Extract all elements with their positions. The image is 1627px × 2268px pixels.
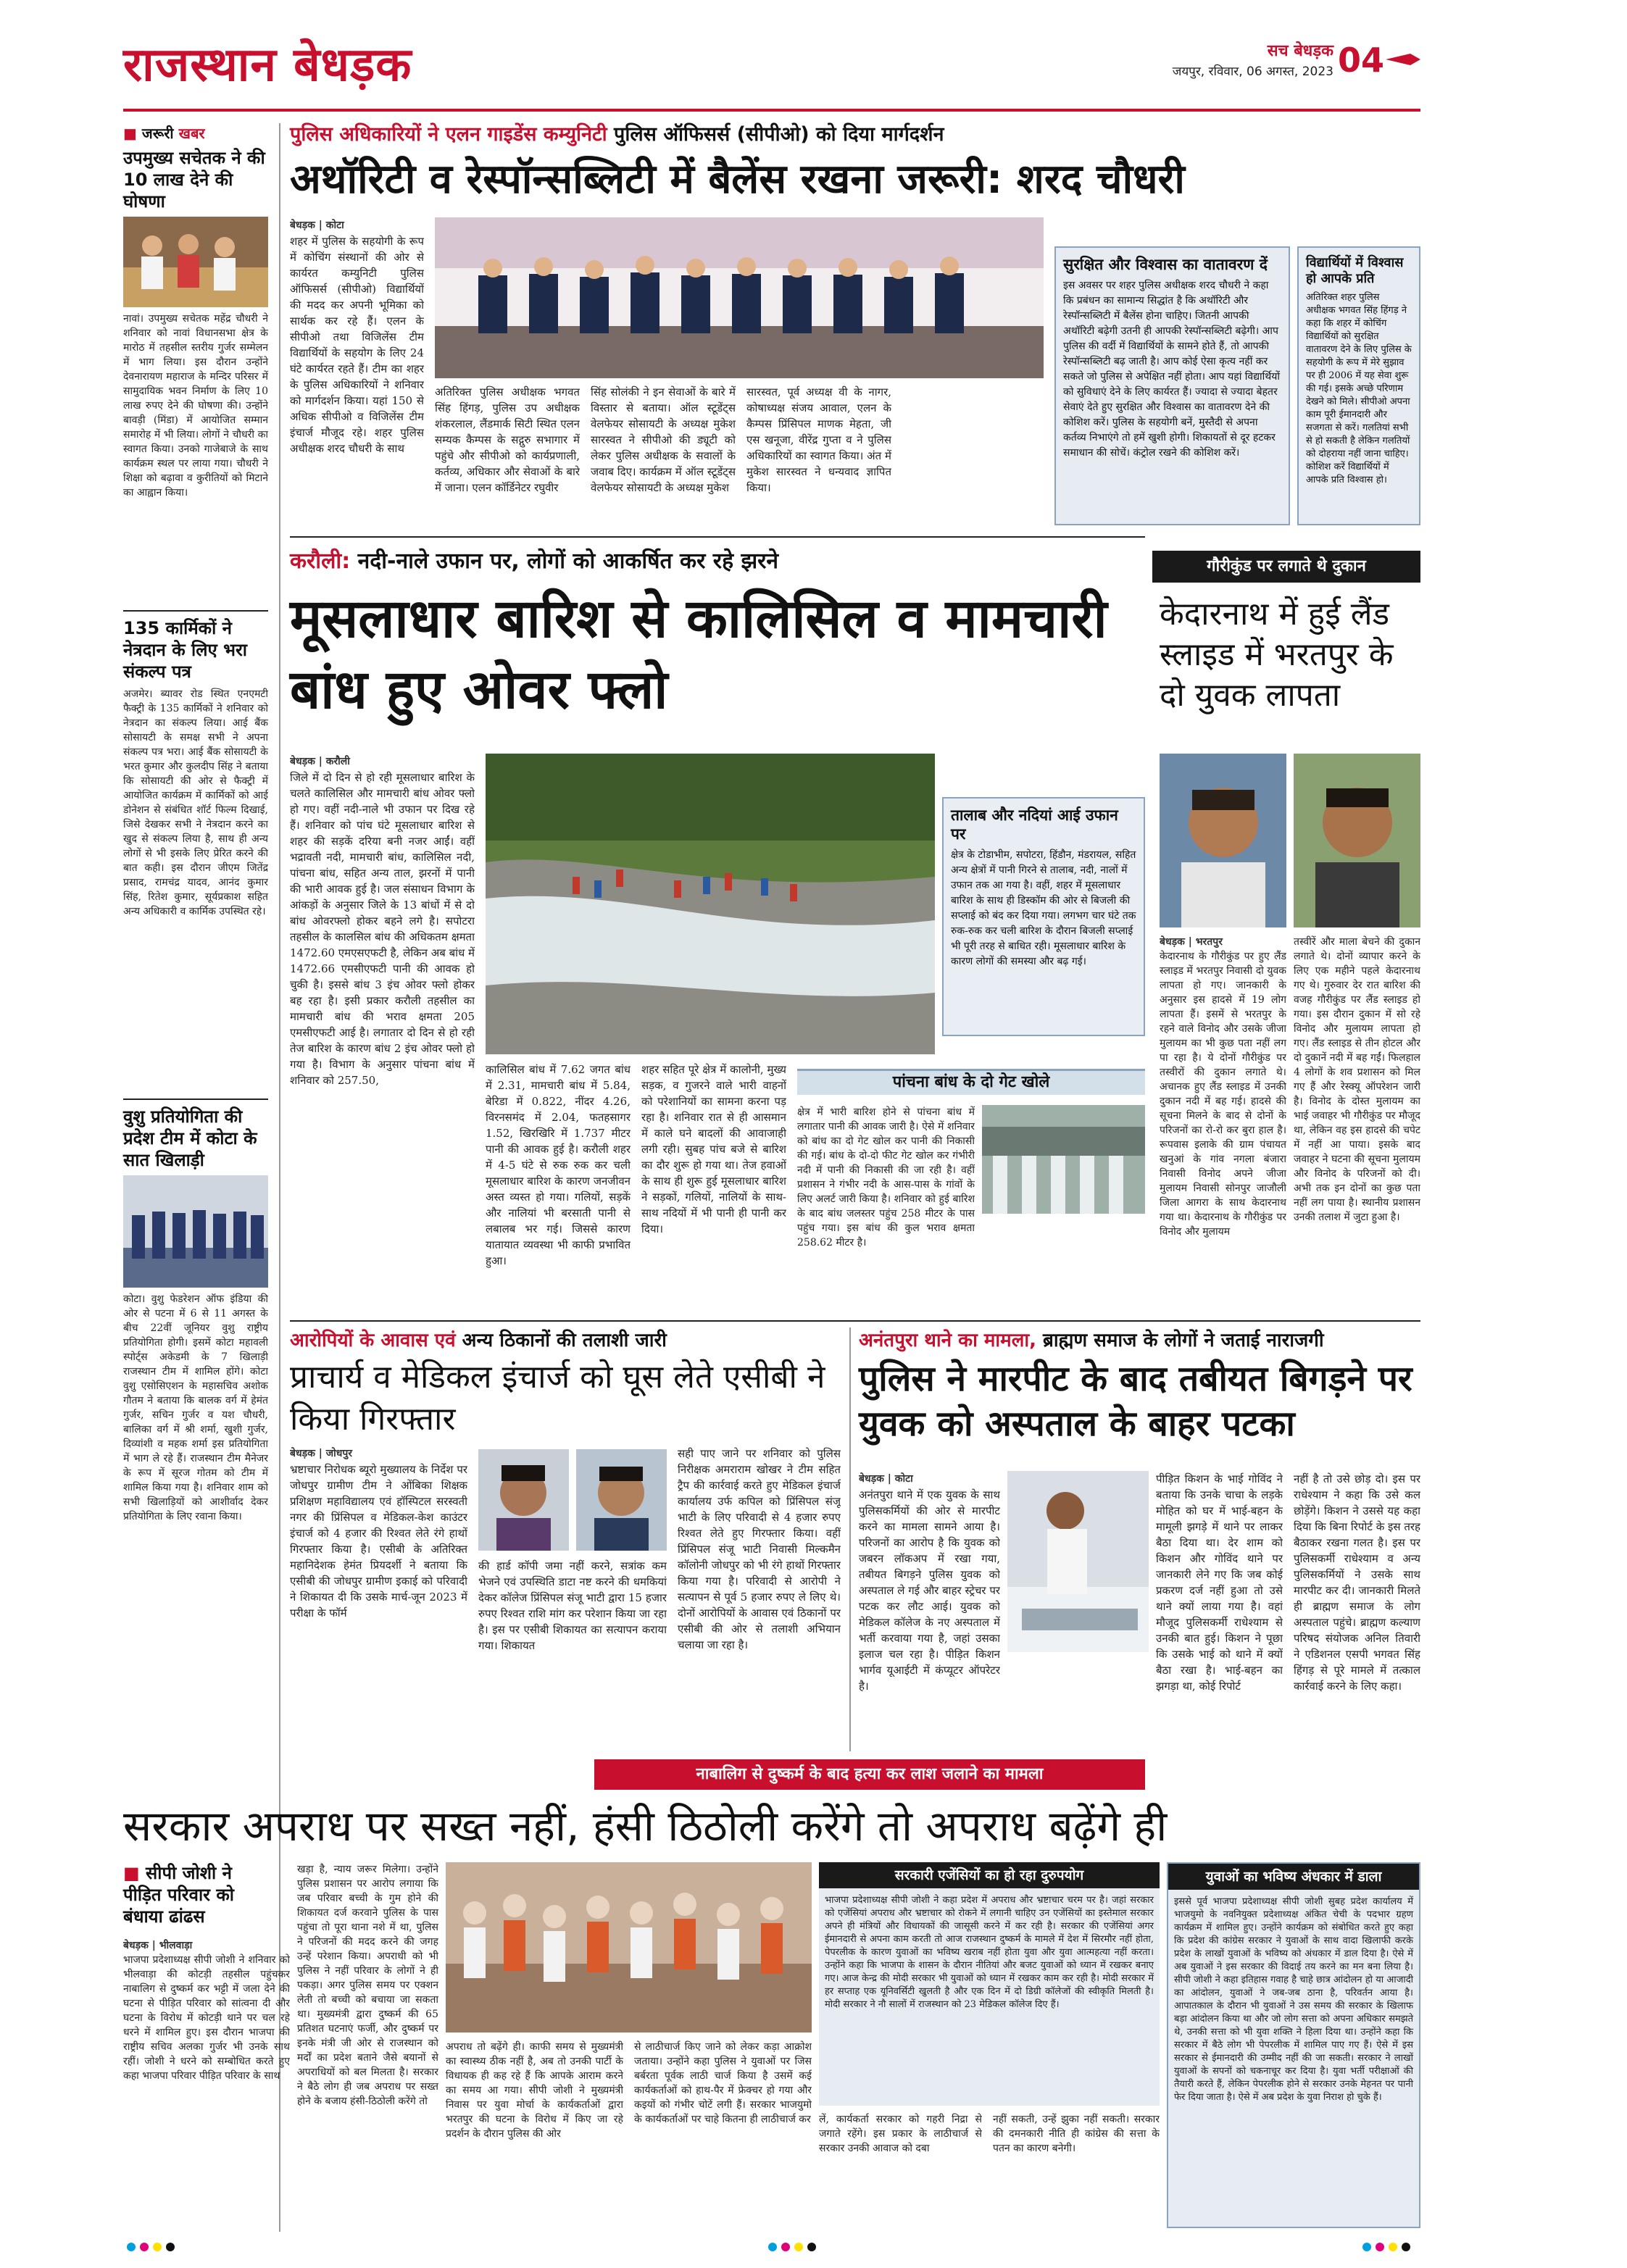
story3-col2: तस्वीरें और माला बेचने की दुकान लगाते थे। दोनों व्यापार करने के लिए एक महीने पहले केदारनाथ गए थे। गुरुवार देर रात बारिश की वजह गौरीकुंड पर लैंड स्लाइड हो गया। इस दौरान दुकान में सो रहे विनोद और मुलायम लापता हो गए। लैंड स्लाइड से तीन होटल और दो दुकानें नदी में बह गईं। फिलहाल 4 लोगों के शव प्रशासन को मिल गए हैं और रेस्क्यू ऑपरेशन जारी है। विनोद के दोस्त मुलायम का भाई जवाहर भी गौरीकुंड पर मौजूद था, लेकिन वह इस हादसे की चपेट में नहीं आ पाया। इसके बाद जवाहर ने घटना की सूचना मुलायम और विनोद के परिजनों को दी। अभी तक इन दोनों का कुछ पता नहीं लग पाया है। स्थानीय प्रशासन उनकी तलाश में जुटा हुआ है। [1294,936,1420,1223]
story1-kicker [290,122,1420,148]
dam-photo-image [982,1105,1145,1214]
story2-box-body: क्षेत्र के टोडाभीम, सपोटरा, हिंडौन, मंडरायल, सहित अन्य क्षेत्रों में पानी गिरने से तालाब, नदी, नालों में उफान तक आ गया है। वहीं, शहर में मूसलाधार बारिश के साथ ही डिस्कॉम की ओर से बिजली की सप्लाई को बंद कर दिया गया। लगभग चार घंटे तक रुक-रुक कर चली बारिश के दौरान बिजली सप्लाई भी पूरी तरह से बाधित रही। मूसलाधार बारिश के कारण लोगों की समस्या और बढ़ गई। [951,849,1136,967]
color-registration-left [127,2240,179,2254]
story4-col1 [290,1446,467,1750]
story6-bullet: ■ [123,1863,146,1883]
story6-col4: से लाठीचार्ज किए जाने को लेकर कड़ा आक्रोश जताया। उन्होंने कहा पुलिस ने युवाओं पर जिस बर्बरता पूर्वक लाठी चार्ज किया है उसमें कई कार्यकर्ताओं को हाथ-पैर में फ्रेक्चर हो गया और कइयों को गंभीर चोटें लगी हैं। सरकार भाजयुमो के कार्यकर्ताओं पर चाहे कितना ही लाठीचार्ज कर [634,2041,812,2125]
story4-separator [849,1327,851,1751]
story6-box2-title-band [1168,1864,1419,1890]
group-photo-image [123,217,268,307]
story2-col1 [290,754,475,1312]
tagline: सच बेधड़क [1267,42,1333,60]
sidebar-story3-body: कोटा। वुशु फेडरेशन ऑफ इंडिया की ओर से पटना में 6 से 11 अगस्त के बीच 22वीं जूनियर वुशु राष्ट्रीय प्रतियोगिता होगी। इसमें कोटा महावली स्पोर्ट्स अकेडमी के 7 खिलाड़ी राजस्थान टीम में शामिल होंगे। कोटा वुशु एसोसिएशन के महासचिव अशोक गौतम ने बताया कि बालक वर्ग में हेमंत गुर्जर, सचिन गुर्जर व यश चौधरी, बालिका वर्ग में श्री शर्मा, खुशी गुर्जर, दिव्यांशी व महक शर्मा इस प्रतियोगिता में भाग ले रहे हैं। राजस्थान टीम मैनेजर के रूप में सूरज गोतम को टीम में शामिल किया गया है। शनिवार शाम को सभी खिलाड़ियों को आशीर्वाद देकर प्रतियोगिता के लिए रवाना किया। [123,1293,268,1522]
story2-dam-photo [982,1105,1145,1214]
story2-headline: मूसलाधार बारिश से कालिसिल व मामचारी बांध हुए ओवर फ्लो [290,588,1107,721]
black-dot [166,2243,175,2251]
story5-kicker-red: अनंतपुरा थाने का मामला, [859,1330,1036,1351]
story6-box1-title-band [819,1862,1160,1888]
stage-photo-image [435,217,1044,378]
crowd-photo-image [446,1862,812,2033]
masthead-rule [123,109,1420,112]
team-photo-image [123,1175,268,1288]
story6-col1 [123,1938,290,2228]
story1-col1 [290,217,424,514]
story4-kicker-rest: अन्य ठिकानों की तलाशी जारी [462,1330,667,1351]
sidebar-label-b: खबर [178,125,205,142]
story5-col1-text: अनंतपुरा थाने में एक युवक के साथ पुलिसकर्मियों की ओर से मारपीट करने का मामला सामने आया है। परिजनों का आरोप है कि युवक को जबरन लॉकअप में रखा गया, तबीयत बिगड़ने पुलिस युवक को अस्पताल ले गई और बाहर स्ट्रेचर पर पटक कर लौट आई। युवक को मेडिकल कॉलेज के नए अस्पताल में भर्ती करवाया गया है, जहां उसका इलाज चल रहा है। पीड़ित किशन भार्गव यूआईटी में कंप्यूटर ऑपरेटर है। [859,1488,1000,1693]
story6-box1-body: भाजपा प्रदेशाध्यक्ष सीपी जोशी ने कहा प्रदेश में अपराध और भ्रष्टाचार चरम पर है। जहां सरकार को एजेंसियां अपराध और भ्रष्टाचार को रोकने में लगानी चाहिए उन एजेंसियों का इस्तेमाल सरकार अपने ही मंत्रियों और विधायकों की जासूसी करने में कर रही है। सरकार की एजेंसियां अगर ईमानदारी से अपना काम करती तो आज राजस्थान दुष्कर्म के मामले में देश में सिरमौर नहीं होता, पेपरलीक के कारण युवाओं का भविष्य खराब नहीं होता युवा और युवा आत्महत्या नहीं करता। उन्होंने कहा कि भाजपा के शासन के दौरान नीतियां और बजट युवाओं को ध्यान में रखकर बनाए गए। आज केन्द्र की मोदी सरकार भी युवाओं को ध्यान में रखकर काम कर रही है। मोदी सरकार में हर सप्ताह एक यूनिवर्सिटी खुलती है और एक दिन में दो डिग्री कॉलेजों की स्वीकृति मिलती है। मोदी सरकार ने नौ सालों में राजस्थान को 23 मेडिकल कॉलेज दिए हैं। [819,1888,1160,2106]
missing-person-1-image [1160,754,1286,927]
story6-col1-text: भाजपा प्रदेशाध्यक्ष सीपी जोशी ने शनिवार को भीलवाड़ा की कोटड़ी तहसील पहुंचकर नाबालिग से दुष्कर्म कर भट्टी में जला देने की घटना से पीड़ित परिवार को सांत्वना दी और घटना के विरोध में कोटड़ी थाने पर चल रहे धरने में शामिल हुए। इस दौरान भाजपा की राष्ट्रीय सचिव अलका गुर्जर भी उनके साथ रहीं। जोशी ने धरने को सम्बोधित करते हुए कहा भाजपा परिवार पीड़ित परिवार के साथ [123,1954,290,2082]
story1-photo [435,217,1044,378]
story6-side-head [123,1862,268,1927]
story1-col1-text: शहर में पुलिस के सहयोगी के रूप में कोचिंग संस्थानों की ओर से कार्यरत कम्युनिटी पुलिस ऑफिसर्स (सीपीओ) विद्यार्थियों की मदद कर अपनी भूमिका को सार्थक कर रहे हैं। एलन के सीपीओ तथा विजिलेंस टीम विद्यार्थियों के सहयोग के लिए 24 घंटे कार्यरत रहते हैं। टीम का शहर के पुलिस अधिकारियों ने शनिवार को मार्गदर्शन किया। यहां 150 से अधिक सीपीओ व विजिलेंस टीम इंचार्ज मौजूद रहे। शहर पुलिस अधीक्षक शरद चौधरी के साथ [290,235,424,455]
sidebar-divider-1 [123,610,268,612]
story1-box1 [1054,246,1290,525]
sidebar-story2-head: 135 कार्मिकों ने नेत्रदान के लिए भरा संकल्प पत्र [123,618,248,682]
story1-byline: बेधड़क | कोटा [290,220,344,231]
story2-sub-body: क्षेत्र में भारी बारिश होने से पांचना बांध में लगातार पानी की आवक जारी है। ऐसे में शनिवार को बांध का दो गेट खोल कर पानी की निकासी की गई। बांध के दो-दो फीट गेट खोल कर गंभीरी नदी में पानी की निकासी की जा रही है। वहीं प्रशासन ने गंभीर नदी के आस-पास के गांवों के लिए अलर्ट जारी किया है। शनिवार को हुई बारिश के बाद बांध जलस्तर पहुंच 258 मीटर के पास पहुंच गया। इस बांध की कुल भराव क्षमता 258.62 मीटर है। [797,1106,975,1248]
story3-col1 [1160,935,1286,1312]
story6-byline: बेधड़क | भीलवाड़ा [123,1940,193,1951]
story4-kicker [290,1327,841,1354]
story6-box1 [819,1862,1160,2228]
dateline: जयपुर, रविवार, 06 अगस्त, 2023 [1172,64,1333,79]
story5-col3: नहीं है तो उसे छोड़ दो। इस पर राधेश्याम ने कहा कि उसे कल छोड़ेंगे। किशन ने उससे यह कहा दिया कि बिना रिपोर्ट के इस तरह बैठाकर रखना गलत है। इस पर पुलिसकर्मी राधेश्याम व अन्य पुलिसकर्मियों ने उसके साथ मारपीट कर दी। जानकारी मिलते ही ब्राह्मण समाज के लोग अस्पताल पहुंचे। ब्राह्मण कल्याण परिषद संयोजक अनिल तिवारी ने एडिशनल एसपी भगवत सिंह हिंगड़ से पूरे मामले में तत्काल कार्रवाई करने के लिए कहा। [1294,1472,1420,1693]
sidebar-story2-body: अजमेर। ब्यावर रोड स्थित एनएमटी फैक्ट्री के 135 कार्मिकों ने शनिवार को नेत्रदान का संकल्प लिया। आई बैंक सोसायटी के समक्ष सभी ने अपना संकल्प पत्र भरा। आई बैंक सोसायटी के भरत कुमार और कुलदीप सिंह ने बताया कि सोसायटी की ओर से फैक्ट्री में आयोजित कार्यक्रम में कार्मिकों को आई डोनेशन से संबंधित शॉर्ट फिल्म दिखाई, जिसे देखकर सभी ने नेत्रदान करने का खुद से संकल्प लिया है, साथ ही अन्य लोगों से भी इसके लिए प्रेरित करने की बात कही। इस दौरान जीएम जितेंद्र प्रसाद, रामचंद्र यादव, आनंद कुमार सिंह, रितेश कुमार, सूर्यप्रकाश सहित अन्य अधिकारी व कार्मिक उपस्थित रहे। [123,688,268,917]
yellow-dot [153,2243,162,2251]
story5-byline: बेधड़क | कोटा [859,1473,913,1485]
story2-col1-text: जिले में दो दिन से हो रही मूसलाधार बारिश के चलते कालिसिल और मामचारी बांध ओवर फ्लो हो गए। वहीं नदी-नाले भी उफान पर दिख रहे हैं। शनिवार को पांच घंटे मूसलाधार बारिश से शहर की सड़कें दरिया बनी नजर आईं। वहीं भद्रावती नदी, मामचारी बांध, कालिसिल नदी, पांचना बांध, सहित अन्य ताल, झरनों में पानी की भारी आवक हुई है। जल संसाधन विभाग के आंकड़ों के अनुसार जिले के 13 बांधों में से दो बांध ओवरफ्लो होकर बहने लगे है। सपोटरा तहसील के कालसिल बांध की अधिकतम क्षमता 1472.60 एमएसएफटी है, लेकिन अब बांध में 1472.66 एमसीएफटी पानी की आवक हो चुकी है। इससे बांध 3 इंच ओवर फ्लो होकर बह रहा है। इसी प्रकार करौली तहसील का मामचारी बांध की भराव क्षमता 205 एमसीएफटी आई है। लगातार दो दिन से हो रही तेज बारिश के कारण बांध 2 इंच ओवर फ्लो हो गया है। विभाग के अनुसार पांचना बांध में शनिवार को 257.50, [290,771,475,1087]
accused-woman-image [478,1449,569,1551]
story3-photo2 [1294,754,1420,927]
story6-side-head-text: सीपी जोशी ने पीड़ित परिवार को बंधाया ढांढस [123,1863,234,1927]
story6-headline: सरकार अपराध पर सख्त नहीं, हंसी ठिठोली करेंगे तो अपराध बढ़ेंगे ही [123,1801,1168,1851]
story2-subhead-band [797,1069,1145,1095]
yellow-dot [1389,2243,1397,2251]
black-dot [807,2243,816,2251]
magenta-dot [1376,2243,1384,2251]
sidebar-story3-photo [123,1175,268,1288]
story6-box2-body: इससे पूर्व भाजपा प्रदेशाध्यक्ष सीपी जोशी सुबह प्रदेश कार्यालय में भाजयुमो के नवनियुक्त प्रदेशाध्यक्ष अंकित चेची के पदभार ग्रहण कार्यक्रम में शामिल हुए। उन्होंने कार्यक्रम को संबोधित करते हुए कहा कि प्रदेश की कांग्रेस सरकार ने युवाओं के साथ वादा खिलाफी करके प्रदेश के लाखों युवाओं के भविष्य को अंधकार में डाल दिया है। ऐसे में अब युवाओं ने इस सरकार की विदाई तय करने का मन बना लिया है। सीपी जोशी ने कहा इतिहास गवाह है चाहे छात्र आंदोलन हो या आजादी का आंदोलन, युवाओं ने जब-जब ठाना है, परिवर्तन आया है। आपातकाल के दौरान भी युवाओं ने उस समय की सरकार के खिलाफ बड़ा आंदोलन किया था और जो लोग सत्ता को अपना अधिकार समझते थे, उनकी सत्ता को भी युवा शक्ति ने हिला दिया था। उन्होंने कहा कि सरकार में बैठे लोग भी पेपरलीक में शामिल पाए गए हैं। ऐसे में इस सरकार से ईमानदारी की उम्मीद नहीं की जा सकती। सरकार ने लाखों युवाओं के सपनों को चकनाचूर कर दिया है। युवा भर्ती परीक्षाओं की तैयारी करते हैं, लेकिन पेपरलीक होने से सरकार उनके मेहनत पर पानी फेर दिया जाता है। ऐसे में अब प्रदेश के युवा निराश हो चुके हैं। [1174,1896,1413,2103]
story2-kicker-red: करौली: [290,549,351,574]
story1-divider [290,536,1145,538]
story2-col3: शहर सहित पूरे क्षेत्र में कालोनी, मुख्य सड़क, व गुजरने वाले भारी वाहनों को परेशानियों का सामना करना पड़ रहा है। शनिवार रात से ही आसमान में काले घने बादलों की आवाजाही लगी रही। सुबह पांच बजे से बारिश का दौर शुरू हो गया था। तेज हवाओं के साथ ही शुरू हुई मूसलाधार बारिश ने सड़कों, गलियों, नालियों के साथ-साथ नदियों में भी पानी ही पानी कर दिया। [641,1063,786,1235]
story3-headline: केदारनाथ में हुई लैंड स्लाइड में भरतपुर के दो युवक लापता [1160,596,1394,714]
story1-box1-title: सुरक्षित और विश्वास का वातावरण दें [1063,256,1268,273]
story5-col2: पीड़ित किशन के भाई गोविंद ने बताया कि उनके चाचा के लड़के मोहित को घर में भाई-बहन के मामूली झगड़े में थाने पर लाकर बैठा दिया था। देर शाम को किशन और गोविंद थाने पर जानकारी लेने गए कि जब कोई प्रकरण दर्ज नहीं हुआ तो उसे थाने क्यों लाया गया है। वहां मौजूद पुलिसकर्मी राधेश्याम से उनकी बात हुई। किशन ने पूछा कि उसके भाई को थाने में क्यों बैठा रखा है। भाई-बहन का झगड़ा था, कोई रिपोर्ट [1156,1472,1283,1693]
story5-col1 [859,1471,1000,1750]
story4-headline: प्राचार्य व मेडिकल इंचार्ज को घूस लेते एसीबी ने किया गिरफ्तार [290,1359,825,1438]
story1-kicker-red: पुलिस अधिकारियों ने एलन गाइडेंस कम्युनिटी [290,123,607,146]
color-registration-center [768,2240,820,2254]
story3-photo1 [1160,754,1286,927]
newspaper-title: राजस्थान बेधड़क [123,38,412,92]
sidebar-story3-head: वुशु प्रतियोगिता की प्रदेश टीम में कोटा के सात खिलाड़ी [123,1106,257,1170]
story1-col3: सिंह सोलंकी ने इन सेवाओं के बारे में विस्तार से बताया। ऑल स्टूडेंट्स वेलफेयर सोसायटी के अध्यक्ष मुकेश सारस्वत ने सीपीओ की ड्यूटी को लेकर पुलिस अधीक्षक के सवालों के जवाब दिए। कार्यक्रम में ऑल स्टूडेंट्स वेलफेयर सोसायटी के अध्यक्ष मुकेश [591,385,736,494]
story6-box1-title: सरकारी एजेंसियों का हो रहा दुरुपयोग [894,1867,1084,1883]
story1-col4: सारस्वत, पूर्व अध्यक्ष वी के नागर, कोषाध्यक्ष संजय आवाल, एलन के कैम्पस प्रिंसिपल माणक मेहता, जी एस खनूजा, वीरेंद्र गुप्ता व ने पुलिस अधिकारियों का स्वागत किया। अंत में मुकेश सारस्वत ने धन्यवाद ज्ञापित किया। [746,385,891,494]
sidebar-label [123,123,268,143]
story5-kicker [859,1327,1420,1354]
story4-byline: बेधड़क | जोधपुर [290,1448,353,1459]
color-registration-right [1362,2240,1415,2254]
missing-person-2-image [1294,754,1420,927]
cyan-dot [127,2243,136,2251]
story2-kicker [290,547,1145,576]
story5-photo [1007,1471,1149,1652]
yellow-dot [794,2243,803,2251]
story4-col3: सही पाए जाने पर शनिवार को पुलिस निरीक्षक अमराराम खोखर ने टीम सहित ट्रैप की कार्रवाई करते हुए मेडिकल इंचार्ज कार्यालय उर्फ कपिल को प्रिंसिपल संजू भाटी के लिए परिवादी से 4 हजार रुपए रिश्वत लेते हुए गिरफ्तार किया। वहीं प्रिंसिपल संजू भाटी निवासी मिल्कमैन कॉलोनी जोधपुर को भी रंगे हाथों गिरफ्तार किया गया है। परिवादी से आरोपी ने सत्यापन से पूर्व 5 हजार रुपए ले लिए थे। दोनों आरोपियों के आवास एवं ठिकानों पर एसीबी की ओर से तलाशी अभियान चलाया जा रहा है। [678,1447,841,1651]
pen-nib-icon [1386,52,1420,67]
sidebar-label-red: ■ [123,125,142,142]
story2-box [942,797,1145,1036]
magenta-dot [781,2243,790,2251]
story1-box2-body: अतिरिक्त शहर पुलिस अधीक्षक भगवत सिंह हिंगड़ ने कहा कि शहर में कोचिंग विद्यार्थियों को सुरक्षित वातावरण देने के लिए पुलिस के सहयोगी के रूप में मेरे सुझाव पर ही 2006 में यह सेवा शुरू की गई। इसके अच्छे परिणाम देखने को मिले। सीपीओ अपना काम पूरी ईमानदारी और सजगता से करें। गलतियां सभी से हो सकती है लेकिन गलतियों को दोहराया नहीं जाना चाहिए। कोशिश करें विद्यार्थियों में आपके प्रति विश्वास हो। [1306,292,1412,485]
story6-photo [446,1862,812,2033]
story6-kicker: नाबालिग से दुष्कर्म के बाद हत्या कर लाश जलाने का मामला [696,1765,1044,1783]
story3-byline: बेधड़क | भरतपुर [1160,936,1223,948]
page-number: 04 [1337,41,1384,80]
story6-box2-title: युवाओं का भविष्य अंधकार में डाला [1205,1869,1382,1885]
waterfall-photo-image [486,754,935,1054]
story1-box2-title: विद्यार्थियों में विश्वास हो आपके प्रति [1306,255,1404,286]
story1-col2: अतिरिक्त पुलिस अधीक्षक भगवत सिंह हिंगड़, पुलिस उप अधीक्षक शंकरलाल, लैंडमार्क सिटी स्थित एलन सम्यक कैम्पस के सद्गुरु सभागार में पहुंचे और सीपीओ को कार्यप्रणाली, कर्तव्य, अधिकार और सेवाओं के बारे में जाना। एलन कॉर्डिनेटर रघुवीर [435,385,580,494]
story2-photo [486,754,935,1054]
sidebar-story1-body: नावां। उपमुख्य सचेतक महेंद्र चौधरी ने शनिवार को नावां विधानसभा क्षेत्र के मारोठ में तहसील स्तरीय गुर्जर सम्मेलन में भाग लिया। इस दौरान उन्होंने देवनारायण महाराज के मन्दिर परिसर में सामुदायिक भवन निर्माण के लिए 10 लाख रुपए देने की घोषणा की। उन्होंने बावड़ी (मिंडा) में आयोजित सम्मान समारोह में भी लिया। लोगों ने चौधरी का स्वागत किया। उनको गाजेबाजे के साथ कार्यक्रम स्थल पर लाया गया। चौधरी ने शिक्षा को बढ़ावा व कुरीतियों को मिटाने का आह्वान किया। [123,313,268,499]
story6-kicker-band [594,1759,1145,1790]
accused-man-image [576,1449,667,1551]
story4-photo1 [478,1449,569,1551]
story6-col3: अपराध तो बढ़ेंगे ही। काफी समय से मुख्यमंत्री का स्वास्थ्य ठीक नहीं है, अब तो उनकी पार्टी के विधायक ही कह रहे हैं कि आपके आराम करने का समय आ गया। सीपी जोशी ने मुख्यमंत्री निवास पर युवा मोर्चा के कार्यकर्ताओं द्वारा भरतपुर की घटना के विरोध में किए जा रहे प्रदर्शन के दौरान पुलिस की ओर [446,2041,623,2140]
story4-col2: की हार्ड कॉपी जमा नहीं करने, सत्रांक कम भेजने एवं उपस्थिति डाटा नष्ट करने की धमकियां देकर कॉलेज प्रिंसिपल संजू भाटी द्वारा 15 हजार रुपए रिश्वत राशि मांग कर परेशान किया जा रहा है। इस पर एसीबी शिकायत का सत्यापन कराया गया। शिकायत [478,1559,667,1652]
sidebar-divider-2 [123,1098,268,1100]
sidebar-story1-photo [123,217,268,307]
sidebar-label-a: जरूरी [141,125,174,142]
sidebar-story1-head: उपमुख्य सचेतक ने की 10 लाख देने की घोषणा [123,148,265,212]
story2-bottom-divider [290,1320,1420,1322]
story6-box1-tail-a: लें, कार्यकर्ता सरकार को गहरी निद्रा से जगाते रहेंगे। इस प्रकार के लाठीचार्ज से सरकार उनकी आवाज को दबा [819,2114,982,2154]
story4-col1-text: भ्रष्टाचार निरोधक ब्यूरो मुख्यालय के निर्देश पर जोधपुर ग्रामीण टीम ने ओंबिका शिक्षक प्रशिक्षण महाविद्यालय एवं हॉस्पिटल सरस्वती नगर की प्रिंसिपल व मेडिकल-केश काउंटर इंचार्ज को 4 हजार की रिश्वत लेते रंगे हाथों गिरफ्तार किया है। एसीबी के अतिरिक्त महानिदेशक हेमंत प्रियदर्शी ने बताया कि एसीबी की जोधपुर ग्रामीण इकाई को परिवादी ने शिकायत दी कि उसके मार्च-जून 2023 में परीक्षा के फॉर्म [290,1463,467,1619]
story5-kicker-rest: ब्राह्मण समाज के लोगों ने जताई नाराजगी [1043,1330,1324,1351]
cyan-dot [768,2243,777,2251]
story3-kicker: गौरीकुंड पर लगाते थे दुकान [1207,557,1366,575]
story6-box2 [1167,1862,1420,2228]
story1-box1-body: इस अवसर पर शहर पुलिस अधीक्षक शरद चौधरी ने कहा कि प्रबंधन का सामान्य सिद्धांत है कि अथॉरिटी और रेस्पॉन्सब्लिटी में बैलेंस होना चाहिए। जितनी आपकी अथॉरिटी बढ़ेगी उतनी ही आपकी रेस्पॉन्सब्लिटी बढ़ेगी। आप पुलिस की वर्दी में विद्यार्थियों के सामने होते हैं, तो आपकी रेस्पॉन्सब्लिटी बढ़ जाती है। आप कोई ऐसा कृत्य नहीं कर सकते जो पुलिस से अपेक्षित नहीं होता। आप यहां विद्यार्थियों को सुविधाएं देने के लिए कार्यरत हैं। ज्यादा से ज्यादा बेहतर सेवाएं देते हुए सुरक्षित और विश्वास का वातावरण देने की कोशिश करें। पुलिस के सहयोगी बनें, मुस्तैदी से अपना कर्तव्य निभाएंगे तो हमें खुशी होगी। शिकायतों से दूर हटकर समाधान की सोचें। कंट्रोल रखने की कोशिश करें। [1063,280,1280,459]
hospital-photo-image [1007,1471,1149,1652]
masthead [123,36,1420,109]
story6-col2: खड़ा है, न्याय जरूर मिलेगा। उन्होंने पुलिस प्रशासन पर आरोप लगाया कि जब परिवार बच्ची के गुम होने की शिकायत दर्ज करवाने पुलिस के पास पहुंचा तो पूरा थाना नशे में था, पुलिस ने परिजनों की मदद करने की जगह उन्हें परेशान किया। अपराधी को भी पुलिस ने नहीं परिवार के लोगों ने ही पकड़ा। अगर पुलिस समय पर एक्शन लेती तो बच्ची को बचाया जा सकता था। मुख्यमंत्री द्वारा दुष्कर्म की 65 प्रतिशत घटनाएं फर्जी, और दुष्कर्म पर इनके मंत्री जी ओर से राजस्थान को मर्दों का प्रदेश बताने जैसे बयानों से अपराधियों को बल मिलता है। सरकार ने बैठे लोग ही जब अपराध पर सख्त होने के बजाय हंसी-ठिठोली करेंगे तो [297,1864,438,2107]
story2-kicker-rest: नदी-नाले उफान पर, लोगों को आकर्षित कर रहे झरने [357,549,779,574]
black-dot [1402,2243,1410,2251]
story2-box-title: तालाब और नदियां आई उफान पर [951,806,1118,843]
story5-headline: पुलिस ने मारपीट के बाद तबीयत बिगड़ने पर युवक को अस्पताल के बाहर पटका [859,1359,1412,1444]
story1-box2 [1297,246,1420,525]
story1-headline: अथॉरिटी व रेस्पॉन्सब्लिटी में बैलेंस रखना जरूरी: शरद चौधरी [290,156,1185,203]
story1-kicker-rest: पुलिस ऑफिसर्स (सीपीओ) को दिया मार्गदर्शन [614,123,944,146]
story6-box1-tail-b: नहीं सकती, उन्हें झुका नहीं सकती। सरकार की दमनकारी नीति ही कांग्रेस की सत्ता के पतन का कारण बनेगी। [993,2114,1160,2154]
story2-col2: कालिसिल बांध में 7.62 जगत बांध में 2.31, मामचारी बांध में 5.84, बेरिडा में 0.822, नींदर 4.26, विरनसमंद में 2.04, फतहसागर 1.52, खिरखिरि में 1.737 मीटर पानी की आवक हुई है। करौली शहर में 4-5 घंटे से रुक रुक कर चली मूसलाधार बारिश के कारण जनजीवन अस्त व्यस्त हो गया। गलियों, सड़कें और नालियां भी बरसाती पानी से लबालब भर गई। जिससे कारण यातायात व्यवस्था भी काफी प्रभावित हुआ। [486,1063,631,1267]
story2-byline: बेधड़क | करौली [290,756,350,767]
story2-subhead-title: पांचना बांध के दो गेट खोले [892,1073,1050,1091]
cyan-dot [1362,2243,1371,2251]
sidebar-separator [279,123,280,2232]
story4-photo2 [576,1449,667,1551]
story4-kicker-red: आरोपियों के आवास एवं [290,1330,456,1351]
magenta-dot [140,2243,149,2251]
story3-col1-text: केदारनाथ के गौरीकुंड पर हुए लैंड स्लाइड में भरतपुर निवासी दो युवक लापता हो गए। जानकारी के अनुसार इस हादसे में 19 लोग लापता हैं। इसमें से भरतपुर के रहने वाले विनोद और उसके जीजा मुलायम का भी कुछ पता नहीं लग पा रहा है। ये दोनों गौरीकुंड पर तस्वीरों की दुकान लगाते थे। अचानक हुए लैंड स्लाइड में उनकी दुकान नदी में बह गई। हादसे की सूचना मिलने के बाद से दोनों के परिजनों का रो-रो कर बुरा हाल है। रूपवास इलाके की ग्राम पंचायत खनुआं के गांव नगला बंजारा निवासी विनोद अपने जीजा मुलायम निवासी सोनपुर जाजौली जिला आगरा के साथ केदारनाथ गया था। केदारनाथ के गौरीकुंड पर विनोद और मुलायम [1160,951,1286,1238]
story3-kicker-band [1152,551,1420,583]
